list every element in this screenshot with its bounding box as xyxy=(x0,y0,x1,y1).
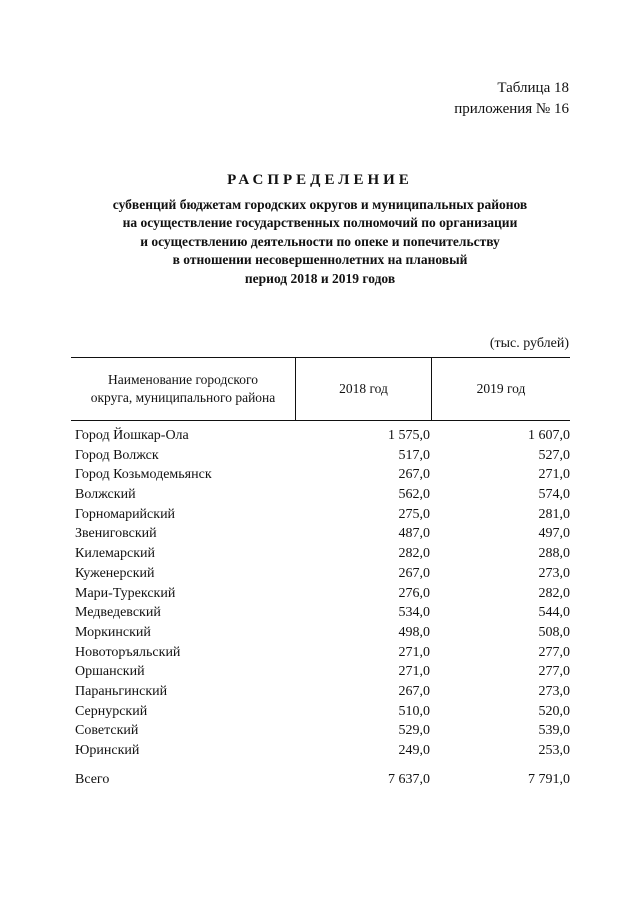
subtitle-line: период 2018 и 2019 годов xyxy=(244,270,396,286)
total-2018: 7 637,0 xyxy=(388,772,430,787)
cell-2019: 527,0 xyxy=(538,447,570,463)
cell-2019: 282,0 xyxy=(538,585,570,601)
table-total-row xyxy=(75,770,570,790)
table-row xyxy=(75,721,570,741)
subtitle-line: субвенций бюджетам городских округов и муниципальных районов xyxy=(112,197,528,212)
cell-2018: 267,0 xyxy=(398,565,430,581)
subtitle-line: и осуществлению деятельности по опеке и попечительству xyxy=(140,233,500,249)
cell-2018: 275,0 xyxy=(398,506,430,522)
document-subtitle xyxy=(60,196,580,288)
cell-2018: 271,0 xyxy=(398,644,430,660)
cell-name: Моркинский xyxy=(75,624,151,640)
table-header xyxy=(71,357,570,421)
cell-name: Волжский xyxy=(75,487,136,503)
cell-name: Горномарийский xyxy=(75,506,176,522)
cell-2019: 271,0 xyxy=(538,467,570,483)
cell-2019: 281,0 xyxy=(538,506,570,522)
cell-2019: 1 607,0 xyxy=(528,428,570,443)
cell-name: Город Йошкар-Ола xyxy=(75,428,189,443)
subtitle-line: на осуществление государственных полномочий по организации xyxy=(122,215,518,231)
cell-2018: 562,0 xyxy=(398,487,430,503)
cell-name: Параньгинский xyxy=(75,683,168,699)
cell-2019: 520,0 xyxy=(538,703,570,719)
cell-name: Город Волжск xyxy=(75,447,159,463)
cell-name: Звениговский xyxy=(75,526,157,542)
cell-name: Куженерский xyxy=(75,565,155,581)
cell-name: Оршанский xyxy=(75,664,145,680)
table-row xyxy=(75,426,570,446)
table-row xyxy=(75,465,570,485)
appendix-number: приложения № 16 xyxy=(454,101,569,117)
cell-2018: 529,0 xyxy=(398,723,430,739)
table-row xyxy=(75,505,570,525)
table-row xyxy=(75,544,570,564)
document-title: РАСПРЕДЕЛЕНИЕ xyxy=(227,172,413,188)
subtitle-line: в отношении несовершеннолетних на плановый xyxy=(172,252,468,268)
cell-2019: 273,0 xyxy=(538,565,570,581)
table-number: Таблица 18 xyxy=(497,80,569,96)
total-label: Всего xyxy=(75,772,110,787)
cell-name: Сернурский xyxy=(75,703,148,719)
cell-2019: 497,0 xyxy=(538,526,570,542)
cell-2018: 267,0 xyxy=(398,683,430,699)
cell-2018: 1 575,0 xyxy=(388,428,430,443)
cell-2019: 277,0 xyxy=(538,644,570,660)
table-row xyxy=(75,446,570,466)
table-row xyxy=(75,623,570,643)
table-body xyxy=(75,426,570,761)
cell-2019: 539,0 xyxy=(538,723,570,739)
cell-2019: 277,0 xyxy=(538,664,570,680)
cell-2018: 534,0 xyxy=(398,605,430,621)
cell-name: Мари-Турекский xyxy=(75,585,176,601)
table-row xyxy=(75,584,570,604)
table-reference xyxy=(454,78,569,120)
table-row xyxy=(75,682,570,702)
column-header-name-line: округа, муниципального района xyxy=(90,390,276,405)
cell-name: Город Козьмодемьянск xyxy=(75,467,212,483)
table-row xyxy=(75,741,570,761)
cell-2018: 510,0 xyxy=(398,703,430,719)
table-row xyxy=(75,564,570,584)
column-header-2019: 2019 год xyxy=(476,381,526,396)
table-row xyxy=(75,603,570,623)
table-row xyxy=(75,524,570,544)
cell-2018: 249,0 xyxy=(398,743,430,758)
column-header-name xyxy=(71,358,296,420)
table-row xyxy=(75,485,570,505)
cell-2019: 544,0 xyxy=(538,605,570,621)
cell-2019: 273,0 xyxy=(538,683,570,699)
column-header-2018: 2018 год xyxy=(296,358,432,420)
cell-2018: 271,0 xyxy=(398,664,430,680)
table-row xyxy=(75,702,570,722)
cell-2018: 498,0 xyxy=(398,624,430,640)
cell-2018: 276,0 xyxy=(398,585,430,601)
cell-2019: 508,0 xyxy=(538,624,570,640)
cell-2019: 288,0 xyxy=(538,546,570,562)
table-row xyxy=(75,643,570,663)
cell-2018: 282,0 xyxy=(398,546,430,562)
cell-name: Медведевский xyxy=(75,605,161,621)
total-2019: 7 791,0 xyxy=(528,772,570,787)
cell-name: Килемарский xyxy=(75,546,156,562)
cell-2019: 253,0 xyxy=(538,743,570,758)
cell-2019: 574,0 xyxy=(538,487,570,503)
cell-2018: 517,0 xyxy=(398,447,430,463)
column-header-name-line: Наименование городского xyxy=(108,372,258,387)
cell-name: Советский xyxy=(75,723,139,739)
table-row xyxy=(75,662,570,682)
cell-name: Новоторъяльский xyxy=(75,644,181,660)
cell-2018: 487,0 xyxy=(398,526,430,542)
cell-name: Юринский xyxy=(75,743,140,758)
units-label: (тыс. рублей) xyxy=(489,336,569,351)
cell-2018: 267,0 xyxy=(398,467,430,483)
